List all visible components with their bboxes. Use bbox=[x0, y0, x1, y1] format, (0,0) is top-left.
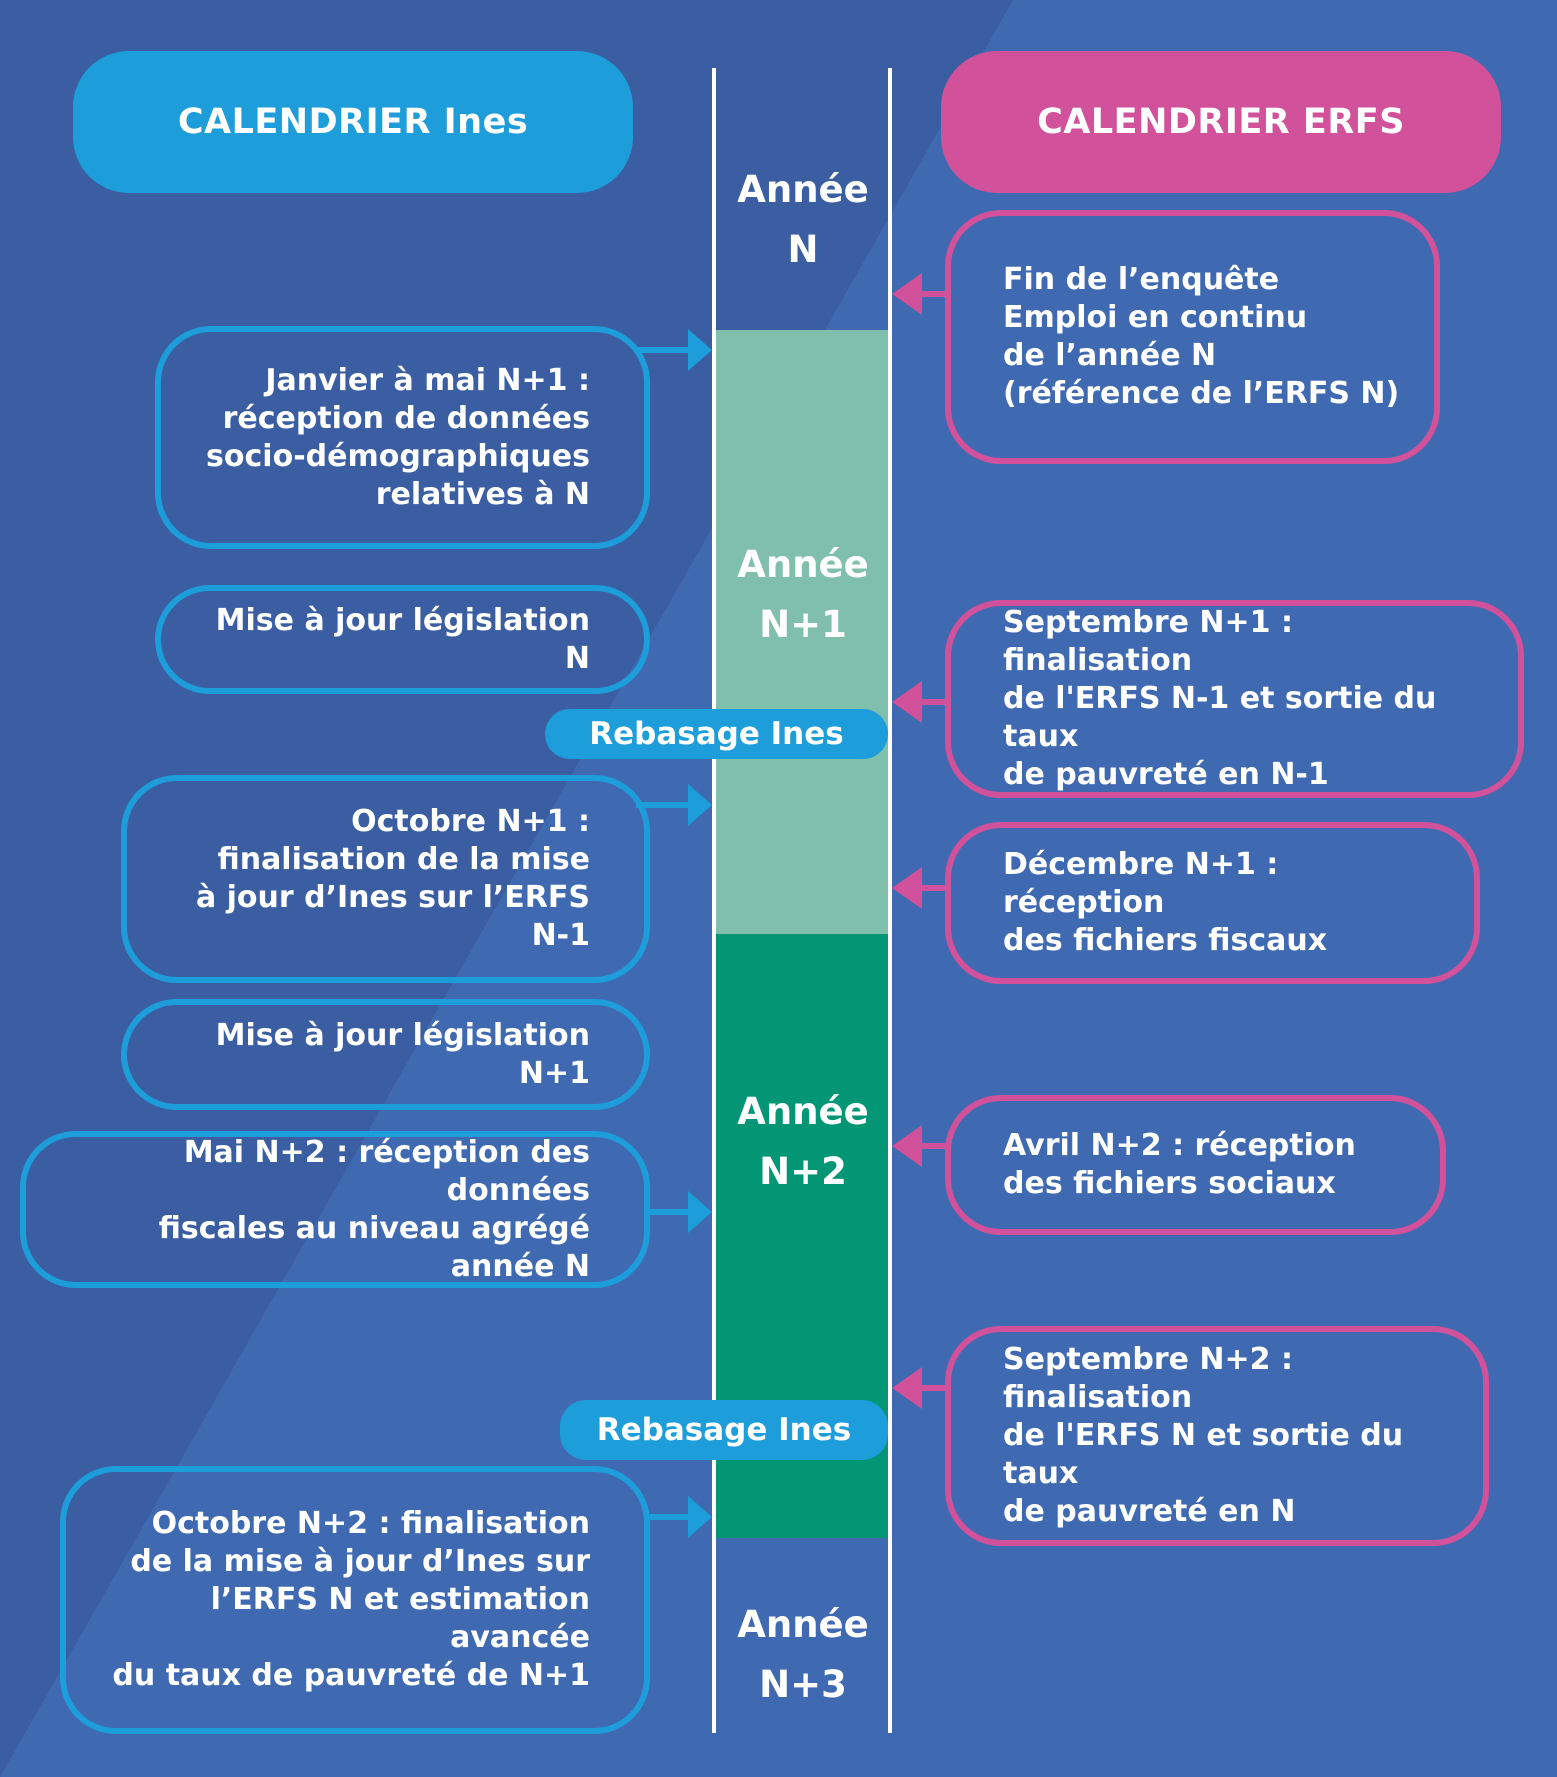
ines-event-text: Mai N+2 : réception des données fiscales au niveau agrégé année N bbox=[158, 1134, 590, 1284]
erfs-event-text: Décembre N+1 : réception des fichiers fiscaux bbox=[1003, 847, 1328, 958]
ines-event-text: Octobre N+1 : finalisation de la mise à jour d’Ines sur l’ERFS N-1 bbox=[195, 804, 590, 953]
erfs-event-text: Septembre N+2 : finalisation de l'ERFS N et sortie du taux de pauvreté en N bbox=[1003, 1342, 1404, 1529]
rebasage-ines-badge: Rebasage Ines bbox=[560, 1400, 888, 1460]
header-calendrier-erfs: CALENDRIER ERFS bbox=[941, 51, 1501, 193]
ines-event-text: Janvier à mai N+1 : réception de données socio-démographiques relatives à N bbox=[206, 362, 590, 512]
rebasage-ines-badge: Rebasage Ines bbox=[545, 709, 888, 759]
ines-event-text: Mise à jour législation N bbox=[215, 602, 590, 676]
year-label-line: N bbox=[787, 228, 819, 271]
year-label-line: Année bbox=[737, 168, 869, 211]
year-label-line: Année bbox=[737, 1090, 869, 1133]
year-label-line: N+3 bbox=[759, 1663, 847, 1706]
ines-event-text: Octobre N+2 : finalisation de la mise à jour d’Ines sur l’ERFS N et estimation avancée du taux de pauvreté de N+1 bbox=[112, 1506, 590, 1693]
header-calendrier-ines: CALENDRIER Ines bbox=[73, 51, 633, 193]
erfs-event-text: Fin de l’enquête Emploi en continu de l’année N (référence de l’ERFS N) bbox=[1003, 262, 1400, 411]
ines-event-text: Mise à jour législation N+1 bbox=[215, 1017, 590, 1091]
erfs-event-text: Septembre N+1 : finalisation de l'ERFS N-1 et sortie du taux de pauvreté en N-1 bbox=[1003, 605, 1437, 792]
year-label-line: N+2 bbox=[759, 1150, 847, 1193]
year-label-line: N+1 bbox=[759, 603, 847, 646]
year-label-line: Année bbox=[737, 1603, 869, 1646]
erfs-event-text: Avril N+2 : réception des fichiers sociaux bbox=[1003, 1128, 1356, 1201]
year-label-line: Année bbox=[737, 543, 869, 586]
